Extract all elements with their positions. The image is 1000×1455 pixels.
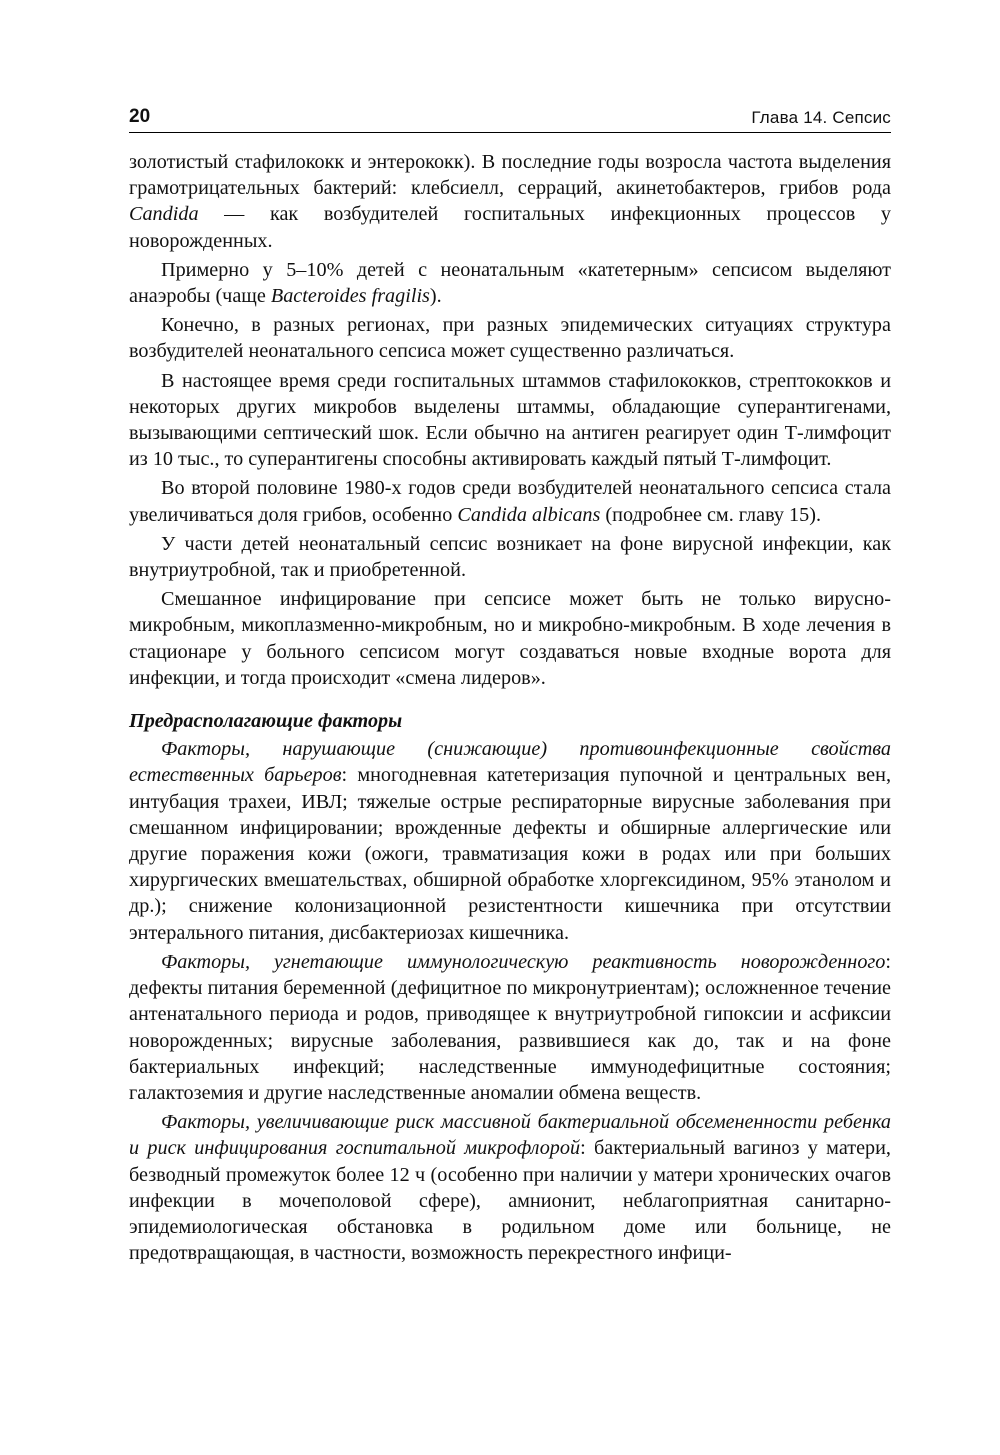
paragraph: Конечно, в разных регионах, при разных эпидемических ситуациях структура возбудителей неонатального сепсиса может существенно различаться. [129,314,891,363]
paragraph-text: (подробнее см. главу 15). [600,503,822,526]
section-heading: Предрасполагающие факторы [129,710,403,733]
document-page [129,104,891,1269]
factor-lead: Факторы, нарушающие (снижающие) противоинфекционные свойства естественных барьеров [129,738,891,787]
factor-text: : многодневная катетеризация пупочной и центральных вен, интубация трахеи, ИВЛ; тяжелые острые респираторные вирусные заболевания при смешанном инфицировании; врожденные дефекты и обширные аллергические или другие поражения кожи (ожоги, травматизация кожи в родах или при больших хирургических вмешательствах, обширной обработке хлоргексидином, 95% этанолом и др.); снижение колонизационной резистентности кишечника при отсутствии энтерального питания, дисбактериозах кишечника. [129,764,891,944]
paragraph-text: Примерно у 5–10% детей с неонатальным «катетерным» сепсисом выделяют анаэробы (чаще [129,258,891,308]
paragraph [129,257,891,309]
page-header [129,104,891,133]
paragraph-text: Во второй половине 1980-х годов среди возбудителей неонатального сепсиса стала увеличиваться доля грибов, особенно [129,477,891,526]
paragraph: Смешанное инфицирование при сепсисе может быть не только вирусно-микробным, микоплазменно-микробным, но и микробно-микробным. В ходе лечения в стационаре у больного сепсисом могут создаваться новые входные ворота для инфекции, и тогда происходит «смена лидеров». [129,588,891,689]
factor-paragraph [129,736,891,946]
paragraph-text: — как возбудителей госпитальных инфекционных процессов у новорожденных. [129,203,891,252]
paragraph-continuation [129,149,891,254]
paragraph [129,475,891,527]
factor-paragraph [129,1109,891,1266]
latin-term: Bacteroides fragilis [270,285,430,308]
factor-paragraph [129,949,891,1106]
body-text [129,149,891,1266]
factor-lead: Факторы, угнетающие иммунологическую реактивность новорожденного [161,950,886,973]
paragraph-text: ). [429,285,442,308]
running-head: Глава 14. Сепсис [751,108,891,127]
paragraph: В настоящее время среди госпитальных штаммов стафилококков, стрептококков и некоторых других микробов выделены штаммы, обладающие суперантигенами, вызывающими септический шок. Если обычно на антиген реагирует один Т-лимфоцит из 10 тыс., то суперантигены способны активировать каждый пятый Т-лимфоцит. [129,369,891,471]
factor-text: : дефекты питания беременной (дефицитное по микронутриентам); осложненное течение антенатального периода и родов, приводящее к внутриутробной гипоксии и асфиксии новорожденных; вирусные заболевания, развившиеся как до, так и на фоне бактериальных инфекций; наследственные иммунодефицитные состояния; галактоземия и другие наследственные аномалии обмена веществ. [129,950,891,1104]
paragraph: У части детей неонатальный сепсис возникает на фоне вирусной инфекции, как внутриутробной, так и приобретенной. [129,532,891,582]
latin-term: Candida albicans [457,503,601,526]
factor-text: : бактериальный вагиноз у матери, безводный промежуток более 12 ч (особенно при наличии у матери хронических очагов инфекции в мочеполовой сфере), амнионит, неблагоприятная санитарно-эпидемиологическая обстановка в родильном доме или больнице, не предотвращающая, в частности, возможность перекрестного инфици- [129,1137,891,1265]
paragraph-text: золотистый стафилококк и энтерококк). В последние годы возросла частота выделения грамотрицательных бактерий: клебсиелл, серраций, акинетобактеров, грибов рода [129,151,891,200]
latin-term: Candida [129,203,199,226]
page-number: 20 [129,106,151,127]
factor-lead: Факторы, увеличивающие риск массивной бактериальной обсемененности ребенка и риск инфицирования госпитальной микрофлорой [129,1111,891,1160]
